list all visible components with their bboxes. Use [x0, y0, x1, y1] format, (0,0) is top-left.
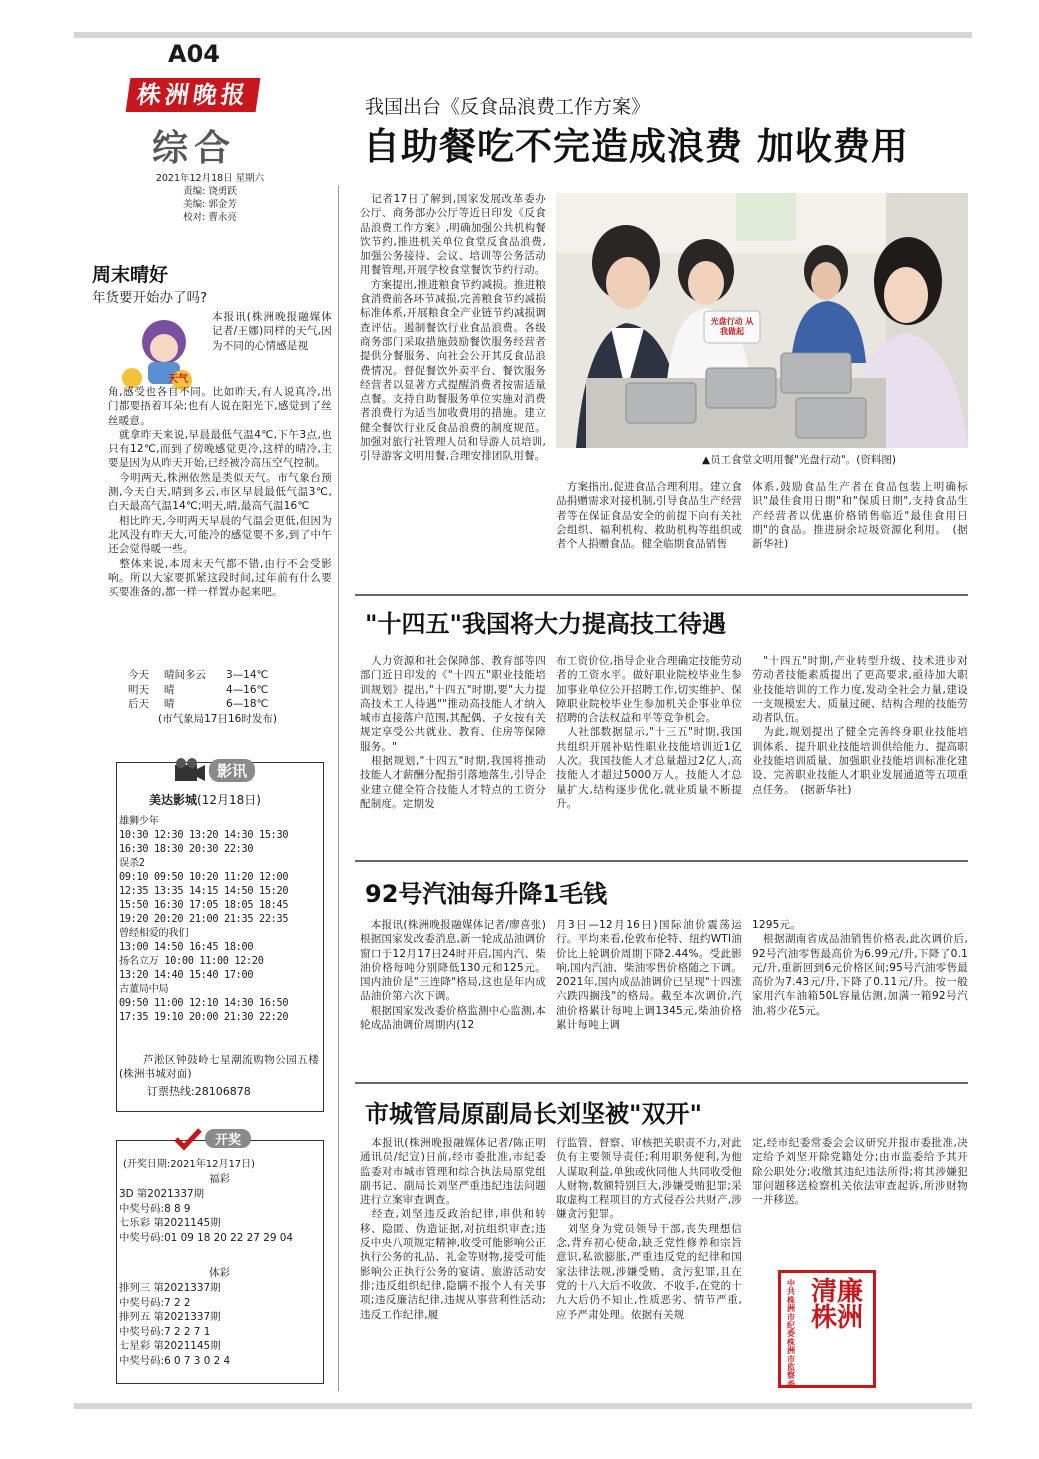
- weather-subtitle: 年货要开始办了吗?: [92, 290, 208, 306]
- photo-caption: ▲员工食堂文明用餐"光盘行动"。(资料图): [702, 454, 896, 466]
- avatar-label: 天气: [168, 374, 188, 385]
- story3-col2: 月3日—12月16日)国际油价震荡运行。平均来看,伦敦布伦特、纽约WTI油价比上轮调价周期下降2.44%。受此影响,国内汽油、柴油零售价格随之下调。2021年,国内成品油调价已呈现"十四涨六跌四搁浅"的格局。截至本次调价,汽油价格累计每吨上调1345元,柴油价格累计每吨上调: [556, 919, 742, 1032]
- weather-headline: 周末晴好: [92, 264, 169, 286]
- movie-listings-box: [116, 762, 324, 1112]
- section-title: 综合: [152, 127, 237, 169]
- forecast-cond: 晴间多云: [164, 669, 206, 681]
- weather-avatar: [120, 312, 204, 392]
- story4-col2: 行监管、督察、审核把关职责不力,对此负有主要领导责任;利用职务便利,为他人谋取利益,单独或伙同他人共同收受他人财物,数额特别巨大,涉嫌受贿犯罪;采取虚构工程项目的方式侵吞公共财产,涉嫌贪污犯罪。 刘坚身为党员领导干部,丧失理想信念,背弃初心使命,缺乏党性修养和宗旨意识,私欲膨胀,严重违反党的纪律和国家法律法规,涉嫌受贿、贪污犯罪,且在党的十八大后不收敛、不收手,在党的十九大后仍不知止,性质恶劣、情节严重,应予严肃处理。依据有关规: [556, 1137, 742, 1321]
- story3-col3: 1295元。 根据湖南省成品油销售价格表,此次调价后,92号汽油零售最高价为6.99元/升,下降了0.1元/升,重新回到6元价格区间;95号汽油零售最高价为7.43元/升,下降了0.11元/升。按一般家用汽车油箱50L容量估测,加满一箱92号汽油,将少花5元。: [752, 919, 968, 1017]
- photo-sign: 光盘行动 从我做起: [710, 317, 754, 336]
- story-divider: [355, 594, 968, 596]
- story4-col1: 本报讯(株洲晚报融媒体记者/陈正明 通讯员/纪宣)日前,经市委批准,市纪委监委对市城市管理和综合执法局原党组副书记、副局长刘坚严重违纪违法问题进行立案审查调查。 经查,刘坚违反政治纪律,串供和转移、隐匿、伪造证据,对抗组织审查;违反中央八项规定精神,收受可能影响公正执行公务的礼品、礼金等财物,接受可能影响公正执行公务的宴请、旅游活动安排;违反组织纪律,隐瞒不报个人有关事项;违反廉洁纪律,违规从事营利性活动;违反工作纪律,履: [360, 1137, 546, 1321]
- forecast-day: 后天: [128, 698, 149, 710]
- film-icon: [173, 757, 207, 785]
- lottery-box: [116, 1133, 324, 1384]
- forecast-row: [128, 683, 328, 698]
- forecast-row: [128, 668, 328, 683]
- story3-headline: 92号汽油每升降1毛钱: [365, 880, 608, 908]
- weather-body: 角,感受也各自不同。比如昨天,有人说真冷,出门都要捂着耳朵;也有人说在阳光下,感觉到了丝丝暖意。 就拿昨天来说,早晨最低气温4℃,下午3点,也只有12℃,而到了傍晚感觉更冷,这样的晴冷,主要是因为从昨天开始,已经被冷高压空气控制。 今明两天,株洲依然是类似天气。市气象台预测,今天白天,晴到多云,市区早晨最低气温3℃,白天最高气温14℃;明天,晴,最高气温16℃ 相比昨天,今明两天早晨的气温会更低,但因为北风没有昨天大,可能冷的感觉要不多,到了中午还会觉得暖一些。 整体来说,本周末天气都不错,由行不会受影响。所以大家要抓紧这段时间,过年前有什么要买要准备的,都一样一样置办起来吧。: [108, 386, 332, 599]
- masthead-info: [130, 172, 290, 224]
- bottom-band: [74, 1403, 972, 1409]
- lead-headline: 自助餐吃不完造成浪费 加收费用: [363, 125, 909, 168]
- forecast-temp: 3—14℃: [226, 669, 269, 681]
- integrity-seal: [778, 1270, 876, 1388]
- forecast-source: (市气象局17日16时发布): [158, 712, 277, 725]
- newspaper-logo: 株洲晚报: [126, 78, 261, 112]
- story3-col1: 本报讯(株洲晚报融媒体记者/廖喜张)根据国家发改委消息,新一轮成品油调价窗口于12月17日24时开启,国内汽、柴油价格每吨分别降低130元和125元。国内油价是"三连降"格局,这也是年内成品油价第六次下调。 根据国家发改委价格监测中心监测,本轮成品油调价周期内(12: [360, 919, 546, 1032]
- lead-col3: 体系,鼓励食品生产者在食品包装上明确标识"最佳食用日期"和"保质日期",支持食品生产经营者以优惠价格销售临近"最佳食用日期"的食品。推进厨余垃圾资源化利用。 (据新华社): [752, 481, 968, 551]
- story2-col1: 人力资源和社会保障部、教育部等四部门近日印发的《"十四五"职业技能培训规划》提出,"十四五"时期,要"大力提高技术工人待遇""推动高技能人才纳入城市直接落户范围,其配偶、子女按有关规定享受公共就业、教育、住房等保障服务。" 根据规划,"十四五"时期,我国将推动技能人才薪酬分配指引落地落生,引导企业建立健全符合技能人才特点的工资分配制度。定期发: [360, 655, 546, 810]
- forecast-row: [128, 697, 328, 712]
- column-divider: [338, 186, 339, 1391]
- seal-main: 清廉株洲: [811, 1277, 864, 1333]
- story-divider: [355, 860, 968, 862]
- cinema-name: [149, 791, 261, 808]
- cinema-date: (12月18日): [197, 793, 261, 807]
- designer-credit: 美编: 郭金芳: [183, 199, 237, 210]
- proof-credit: 校对: 曹永亮: [183, 212, 237, 223]
- top-band: [74, 32, 972, 38]
- story-divider: [355, 1082, 968, 1084]
- seal-side: 中共株洲市纪委 株洲市监察委: [787, 1278, 795, 1389]
- lottery-date: (开奖日期:2021年12月17日): [123, 1159, 256, 1170]
- forecast-cond: 晴: [164, 683, 175, 696]
- weather-lead: 本报讯(株洲晚报融媒体记者/王娜)同样的天气,因为不同的心情感是视: [212, 311, 332, 352]
- welfare-results: 3D 第2021337期 中奖号码:8 8 9 七乐彩 第2021145期 中奖号码:01 09 18 20 22 27 29 04: [119, 1188, 293, 1244]
- forecast-cond: 晴: [164, 698, 175, 710]
- check-icon: [173, 1127, 203, 1151]
- story2-col2: 布工资价位,指导企业合理确定技能劳动者的工资水平。做好职业院校毕业生参加事业单位公开招聘工作,切实维护、保障职业院校毕业生参加机关企事业单位招聘的合法权益和平等竞争机会。 人社部数据显示,"十三五"时期,我国共组织开展补贴性职业技能培训近1亿人次。我国技能人才总量超过2亿人,高技能人才超过5000万人。技能人才总量扩大,结构逐步优化,就业质量不断提升。: [556, 655, 742, 810]
- cinema-address: 芦淞区钟鼓岭七星潮流购物公园五楼(株洲书城对面): [119, 1054, 319, 1081]
- lottery-badge: 开奖: [205, 1129, 251, 1148]
- lead-col1: 记者17日了解到,国家发展改革委办公厅、商务部办公厅等近日印发《反食品浪费工作方案》,明确加强公共机构餐饮节约,推进机关单位食堂反食品浪费,加强公务接待、会议、培训等公务活动用餐管理,开展学校食堂餐饮节约行动。 方案提出,推进粮食节约减损。推进粮食消费前各环节减损,完善粮食节约减损标准体系,开展粮食全产业链节约减损调查评估。遏制餐饮行业食品浪费。各级商务部门采取措施鼓励餐饮服务经营者提供分餐服务、向社会公开其反食品浪费情况。督促餐饮外卖平台、餐饮服务经营者以显著方式提醒消费者按需适量点餐。支持自助餐服务单位实施对消费者浪费行为适当加收费用的措施。建立健全餐饮行业反食品浪费的制度规范。加强对旅行社管理人员和导游人员培训,引导游客文明用餐,合理安排团队用餐。: [360, 193, 546, 463]
- page-number: A04: [168, 40, 220, 68]
- issue-date: 2021年12月18日 星期六: [155, 173, 265, 184]
- showtimes: 雄狮少年 10:30 12:30 13:20 14:30 15:30 16:30 18:30 20:30 22:30 误杀2 09:10 09:50 10:20 11:20 12:00 12:35 13:35 14:15 14:50 15:20 15:50 16:30 17:05 18:05 18:45 19:20 20:20 21:00 21:35 22:35 曾经相爱的我们 13:00 14:50 16:45 18:00 扬名立万 10:00 11:00 12:20 13:20 14:40 15:40 17:00 古董局中局 09:50 11:00 12:10 14:30 16:50 17:35 19:10 20:00 21:30 22:20: [119, 816, 289, 1023]
- forecast-day: 今天: [128, 669, 149, 681]
- sports-heading: 体彩: [209, 1267, 230, 1279]
- forecast-temp: 6—18℃: [226, 698, 269, 710]
- cinema-title: 美达影城: [149, 793, 198, 807]
- canteen-photo: [556, 193, 968, 448]
- movie-badge: 影讯: [209, 759, 255, 782]
- story2-col3: "十四五"时期,产业转型升级、技术进步对劳动者技能素质提出了更高要求,亟待加大职业技能培训的工作力度,发动全社会力量,建设一支规模宏大、质量过硬、结构合理的技能劳动者队伍。 为此,规划提出了健全完善终身职业技能培训体系、提升职业技能培训供给能力、提高职业技能培训质量、加强职业技能培训标准化建设、完善职业技能人才职业发展通道等五项重点任务。 (据新华社): [752, 655, 968, 796]
- forecast-day: 明天: [128, 683, 149, 696]
- story2-headline: "十四五"我国将大力提高技工待遇: [365, 610, 727, 638]
- weather-forecast: [128, 668, 328, 726]
- lead-col2: 方案指出,促进食品合理利用。建立食品捐赠需求对接机制,引导食品生产经营者等在保证食品安全的前提下向有关社会组织、福利机构、救助机构等组织或者个人捐赠食品。健全临期食品销售: [556, 481, 742, 551]
- editor-credit: 责编: 饶勇跃: [183, 186, 237, 197]
- sports-results: 排列三 第2021337期 中奖号码:7 2 2 排列五 第2021337期 中奖号码:7 2 2 7 1 七星彩 第2021145期 中奖号码:6 0 7 3 0 2 4: [119, 1282, 231, 1367]
- ticket-hotline: 订票热线:28106878: [147, 1085, 251, 1098]
- welfare-heading: 福彩: [209, 1173, 230, 1185]
- story4-col3: 定,经市纪委常委会会议研究并报市委批准,决定给予刘坚开除党籍处分;由市监委给予其开除公职处分;收缴其违纪违法所得;将其涉嫌犯罪问题移送检察机关依法审查起诉,所涉财物一并移送。: [752, 1137, 968, 1207]
- lead-kicker: 我国出台《反食品浪费工作方案》: [365, 96, 651, 118]
- forecast-temp: 4—16℃: [226, 683, 269, 696]
- story4-headline: 市城管局原副局长刘坚被"双开": [365, 1100, 703, 1128]
